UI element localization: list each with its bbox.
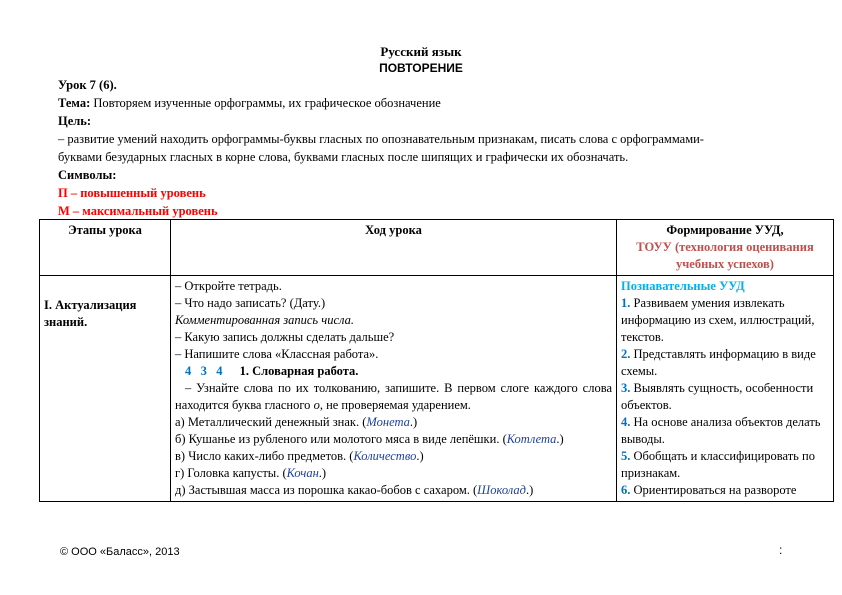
goal-line-2: буквами безударных гласных в корне слова, буквами гласных после шипящих и графически их обозначать. bbox=[58, 150, 629, 164]
course-line: – Напишите слова «Классная работа». bbox=[175, 347, 379, 361]
instruction-text: – Узнайте слова по их толкованию, запишите. В первом слоге каждого слова находится буква гласного bbox=[175, 381, 612, 412]
goal-label: Цель: bbox=[58, 114, 92, 128]
item-text: а) Металлический денежный знак. ( bbox=[175, 415, 367, 429]
symbols-label: Символы: bbox=[58, 168, 117, 182]
course-line: Комментированная запись числа. bbox=[175, 313, 354, 327]
item-end: .) bbox=[416, 449, 424, 463]
theme-label: Тема: bbox=[58, 96, 91, 110]
item-text: в) Число каких-либо предметов. ( bbox=[175, 449, 354, 463]
uud-num: 4. bbox=[621, 415, 631, 429]
header-uud bbox=[617, 220, 834, 276]
course-cell bbox=[171, 276, 617, 502]
uud-item bbox=[621, 295, 829, 346]
item-answer: Кочан bbox=[286, 466, 319, 480]
uud-item bbox=[621, 482, 829, 499]
uud-num: 5. bbox=[621, 449, 631, 463]
topic-title: ПОВТОРЕНИЕ bbox=[379, 61, 463, 75]
goal-line-1: – развитие умений находить орфограммы-буквы гласных по опознавательным признакам, писать слова с орфограммами- bbox=[58, 132, 704, 146]
course-line: – Откройте тетрадь. bbox=[175, 279, 282, 293]
item-text: г) Головка капусты. ( bbox=[175, 466, 287, 480]
vocab-item bbox=[175, 448, 612, 465]
vocab-item bbox=[175, 465, 612, 482]
stage-cell bbox=[40, 276, 171, 502]
course-line: – Что надо записать? (Дату.) bbox=[175, 296, 326, 310]
vocab-item bbox=[175, 431, 612, 448]
instruction-end: , не проверяемая ударением. bbox=[319, 398, 471, 412]
level-numbers: 4 3 4 bbox=[185, 364, 223, 378]
vocab-title: 1. Словарная работа. bbox=[239, 364, 359, 378]
uud-section-title: Познавательные УУД bbox=[621, 279, 745, 293]
item-end: .) bbox=[556, 432, 564, 446]
symbol-m: М – максимальный уровень bbox=[58, 204, 218, 218]
stage-name: I. Актуализация знаний. bbox=[44, 298, 137, 329]
lesson-number: Урок 7 (6). bbox=[58, 78, 117, 92]
theme-text: Повторяем изученные орфограммы, их графическое обозначение bbox=[90, 96, 441, 110]
item-answer: Котлета bbox=[506, 432, 557, 446]
uud-item bbox=[621, 414, 829, 448]
footer-mark: : bbox=[779, 543, 783, 557]
uud-num: 6. bbox=[621, 483, 631, 497]
item-end: .) bbox=[525, 483, 534, 497]
vocab-item bbox=[175, 482, 612, 499]
instruction-letter: о bbox=[313, 398, 320, 412]
vocab-heading bbox=[175, 363, 612, 380]
lesson-plan-table bbox=[39, 219, 834, 502]
item-end: .) bbox=[409, 415, 418, 429]
header-uud-title: Формирование УУД, bbox=[666, 223, 784, 237]
uud-text: Выявлять сущность, особенности объектов. bbox=[621, 381, 814, 412]
table-header-row bbox=[40, 220, 834, 276]
copyright-footer: © ООО «Баласс», 2013 bbox=[60, 546, 180, 558]
subject-title: Русский язык bbox=[380, 44, 462, 59]
header-stages: Этапы урока bbox=[40, 220, 171, 276]
uud-item bbox=[621, 448, 829, 482]
vocab-item bbox=[175, 414, 612, 431]
uud-text: Развиваем умения извлекать информацию из схем, иллюстраций, текстов. bbox=[621, 296, 815, 344]
header-uud-toyy: ТОУУ (технология оценивания учебных успехов) bbox=[636, 240, 814, 271]
item-text: д) Застывшая масса из порошка какао-бобов с сахаром. ( bbox=[175, 483, 478, 497]
uud-num: 3. bbox=[621, 381, 631, 395]
uud-num: 1. bbox=[621, 296, 631, 310]
uud-text: Представлять информацию в виде схемы. bbox=[621, 347, 816, 378]
course-line: – Какую запись должны сделать дальше? bbox=[175, 330, 395, 344]
uud-text: Обобщать и классифицировать по признакам. bbox=[621, 449, 815, 480]
lesson-theme bbox=[58, 95, 441, 111]
uud-text: Ориентироваться на развороте bbox=[630, 483, 797, 497]
uud-item bbox=[621, 380, 829, 414]
uud-item bbox=[621, 346, 829, 380]
uud-num: 2. bbox=[621, 347, 631, 361]
item-answer: Монета bbox=[366, 415, 410, 429]
item-end: .) bbox=[318, 466, 327, 480]
uud-cell bbox=[617, 276, 834, 502]
vocab-instruction bbox=[175, 380, 612, 414]
item-answer: Шоколад bbox=[477, 483, 526, 497]
table-row bbox=[40, 276, 834, 502]
item-text: б) Кушанье из рубленого или молотого мяса в виде лепёшки. ( bbox=[175, 432, 507, 446]
uud-text: На основе анализа объектов делать выводы. bbox=[621, 415, 821, 446]
symbol-p: П – повышенный уровень bbox=[58, 186, 206, 200]
item-answer: Количество bbox=[353, 449, 417, 463]
header-course: Ход урока bbox=[171, 220, 617, 276]
